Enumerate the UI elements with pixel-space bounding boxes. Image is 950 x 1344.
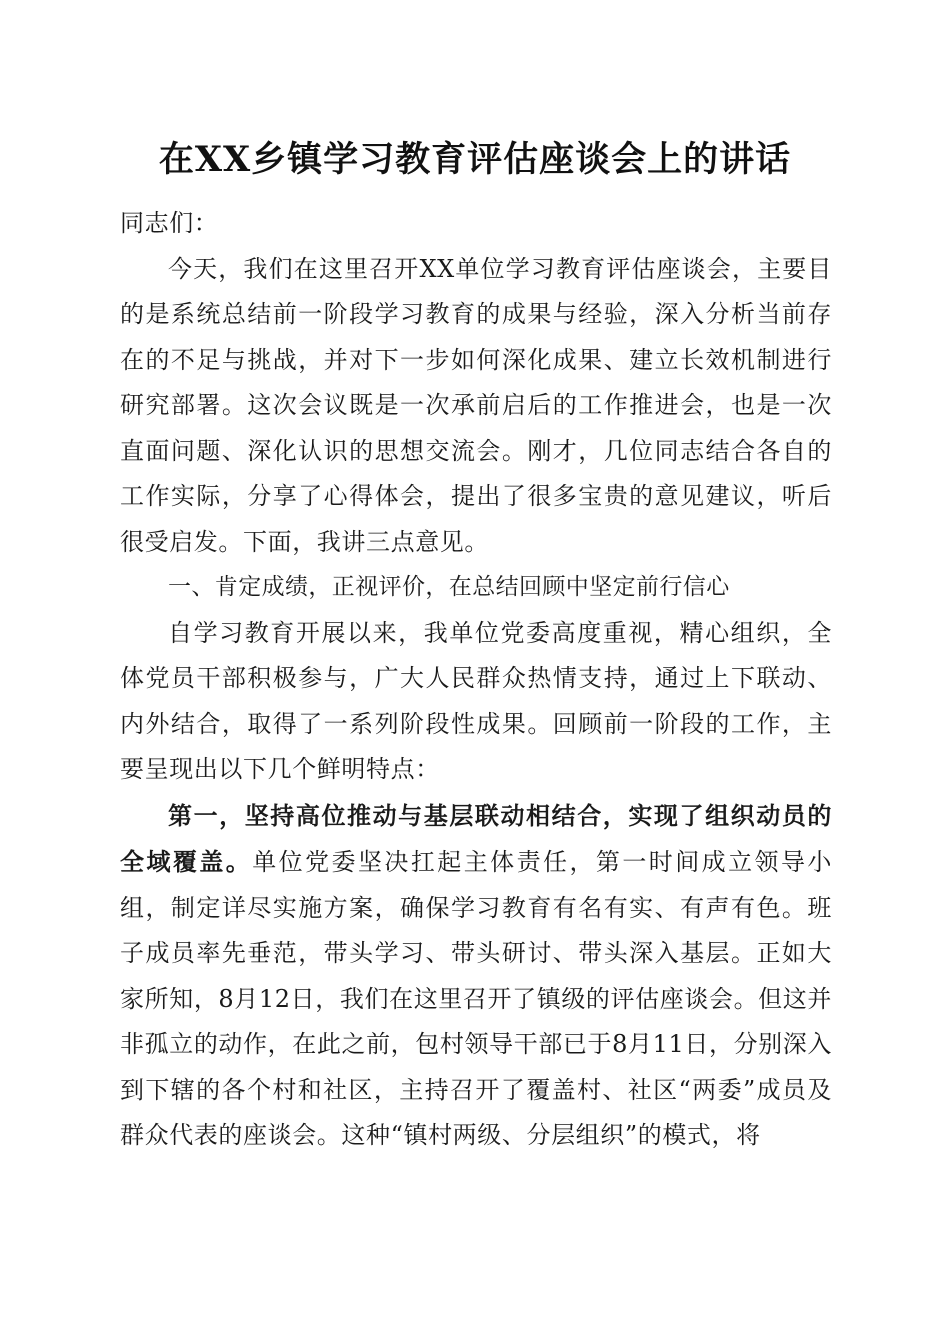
document-body — [120, 201, 832, 1159]
paragraph-opening: 今天，我们在这里召开XX单位学习教育评估座谈会，主要目的是系统总结前一阶段学习教育的成果与经验，深入分析当前存在的不足与挑战，并对下一步如何深化成果、建立长效机制进行研究部署。这次会议既是一次承前启后的工作推进会，也是一次直面问题、深化认识的思想交流会。刚才，几位同志结合各自的工作实际，分享了心得体会，提出了很多宝贵的意见建议，听后很受启发。下面，我讲三点意见。 — [120, 254, 832, 556]
paragraph-first-point — [120, 793, 832, 1159]
first-point-text: 单位党委坚决扛起主体责任，第一时间成立领导小组，制定详尽实施方案，确保学习教育有名有实、有声有色。班子成员率先垂范，带头学习、带头研讨、带头深入基层。正如大家所知，8月12日，我们在这里召开了镇级的评估座谈会。但这并非孤立的动作，在此之前，包村领导干部已于8月11日，分别深入到下辖的各个村和社区，主持召开了覆盖村、社区“两委”成员及群众代表的座谈会。这种“镇村两级、分层组织”的模式，将 — [120, 848, 833, 1149]
paragraph-achievements: 自学习教育开展以来，我单位党委高度重视，精心组织，全体党员干部积极参与，广大人民群众热情支持，通过上下联动、内外结合，取得了一系列阶段性成果。回顾前一阶段的工作，主要呈现出以下几个鲜明特点： — [120, 618, 832, 783]
document-title: 在XX乡镇学习教育评估座谈会上的讲话 — [158, 139, 792, 180]
salutation: 同志们： — [120, 209, 219, 237]
first-point-lead: 第一，坚持高位推动与基层联动相结合，实现了组织动员的全域覆盖。 — [120, 800, 832, 876]
section-heading-1: 一、肯定成绩，正视评价，在总结回顾中坚定前行信心 — [168, 574, 730, 600]
